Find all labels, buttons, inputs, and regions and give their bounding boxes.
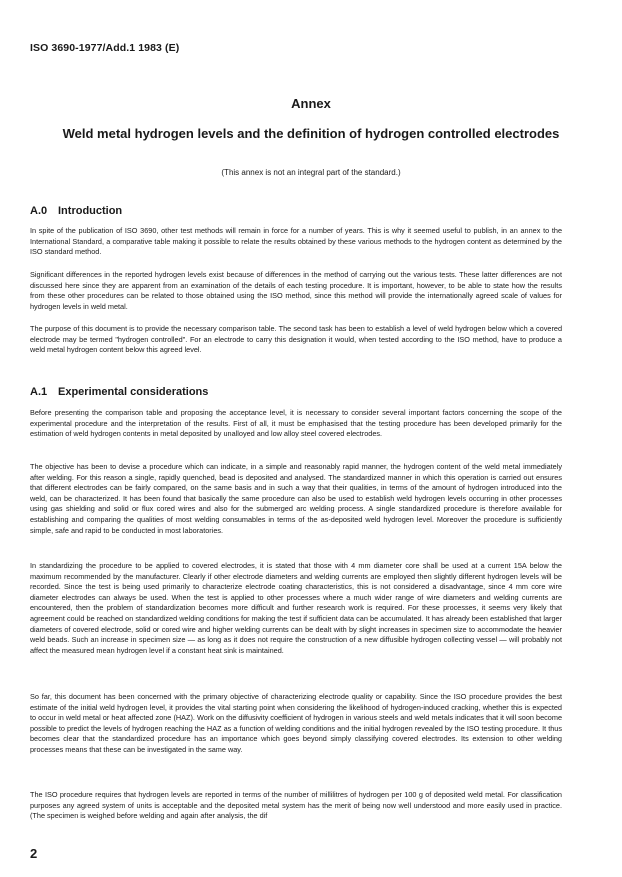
paragraph: In spite of the publication of ISO 3690, other test methods will remain in force for a number of years. This is why it seemed useful to publish, in an annex to the International Standard, a comparative table making it possible to relate the results obtained by these various methods to the hydrogen content as determined by the ISO standard method. [30, 226, 562, 257]
paragraph: The purpose of this document is to provide the necessary comparison table. The second task has been to establish a level of weld hydrogen below which a covered electrode may be termed "hydrogen controlled". For an electrode to carry this designation it would, when tested according to the ISO method, have to produce a weld metal hydrogen content below this agreed level. [30, 324, 562, 355]
paragraph: In standardizing the procedure to be applied to covered electrodes, it is stated that those with 4 mm diameter core shall be used at a current 15A below the maximum recommended by the manufacturer. Clearly if other electrode diameters and welding currents are employed then slightly different hydrogen levels will be recorded. Since the test is being used primarily to characterize electrode coating characteristics, this is not considered a disadvantage, since 4 mm core wire diameter electrodes can always be used. When the test is applied to other processes where a much wider range of wire diameters and welding currents are encountered, then the problem of standardization becomes more difficult and further research work is required. For these processes, it seems very likely that agreement could be reached on standardized welding conditions for making the test if sufficient data can be accumulated. It has already been established that larger diameters of covered electrode, solid or cored wire and higher welding currents can be dealt with by slight increases in specimen size to accommodate the heavier weld beads. Such an increase in specimen size — as long as it does not require the construction of a new diffusible hydrogen collecting vessel — will probably not affect the measured mean hydrogen level if a constant heat sink is maintained. [30, 561, 562, 655]
section-title: Experimental considerations [58, 386, 209, 398]
paragraph: The objective has been to devise a procedure which can indicate, in a simple and reasonably rapid manner, the hydrogen content of the weld metal immediately after welding. For this reason a single, rapidly quenched, bead is deposited and analysed. The standardized manner in which this operation is carried out ensures that different electrodes can be fairly compared, on the same basis and in such a way that their qualities, in terms of the amount of hydrogen introduced into the weld, can be characterized. It has been found that basically the same procedure can also be used to establish weld hydrogen levels occurring in other processes using gas shielding and solid or flux cored wires and also for the submerged arc welding process. A single standardized procedure is therefore available for establishing and comparing the qualities of most welding consumables in terms of the as-deposited weld hydrogen level. Moreover the procedure is sufficiently simple, safe and rapid to be conducted in most laboratories. [30, 462, 562, 535]
section-number: A.1 [30, 386, 48, 398]
paragraph: Significant differences in the reported hydrogen levels exist because of differences in the method of carrying out the various tests. These latter differences are not discussed here since they are apparent from an examination of the details of each testing procedure. It is important, however, to be able to state how the results from these other procedures can be related to those obtained using the ISO method, since this method will provide the internationally agreed scale of values for hydrogen levels in weld metal. [30, 270, 562, 311]
annex-title: Weld metal hydrogen levels and the definition of hydrogen controlled electrodes [62, 126, 560, 141]
paragraph: The ISO procedure requires that hydrogen levels are reported in terms of the number of millilitres of hydrogen per 100 g of deposited weld metal. For classification purposes any agreed system of units is acceptable and the deposited metal system has the merit of being now well understood and more easily used in practice. (The specimen is weighed before welding and again after analysis, the dif [30, 790, 562, 821]
page-number: 2 [30, 846, 38, 861]
standard-reference: ISO 3690-1977/Add.1 1983 (E) [30, 42, 180, 54]
paragraph: Before presenting the comparison table and proposing the acceptance level, it is necessary to consider several important factors concerning the scope of the experimental procedure and the interpretation of the results. First of all, it must be emphasised that the testing procedure has been developed primarily for the estimation of weld hydrogen contents in metal deposited by unalloyed and low alloy steel covered electrodes. [30, 408, 562, 439]
annex-label: Annex [291, 96, 331, 111]
section-title: Introduction [58, 205, 123, 217]
section-number: A.0 [30, 205, 48, 217]
annex-note: (This annex is not an integral part of the standard.) [221, 168, 401, 177]
section-heading-a1 [30, 386, 208, 398]
section-heading-a0 [30, 205, 122, 217]
paragraph: So far, this document has been concerned with the primary objective of characterizing electrode quality or capability. Since the ISO procedure provides the best estimate of the initial weld hydrogen level, it provides the vital starting point when considering the likelihood of hydrogen-induced cracking, whether this is expected to occur in weld metal or heat affected zone (HAZ). Work on the diffusivity coefficient of hydrogen in various steels and weld metals indicates that it will soon become possible to predict the levels of hydrogen reaching the HAZ as a function of welding conditions and the initial hydrogen revealed by the ISO testing procedure. It thus becomes clear that the standardized procedure has an importance which goes beyond simply classifying covered electrodes. Its extension to other welding processes means that these can be investigated in the same way. [30, 692, 562, 754]
